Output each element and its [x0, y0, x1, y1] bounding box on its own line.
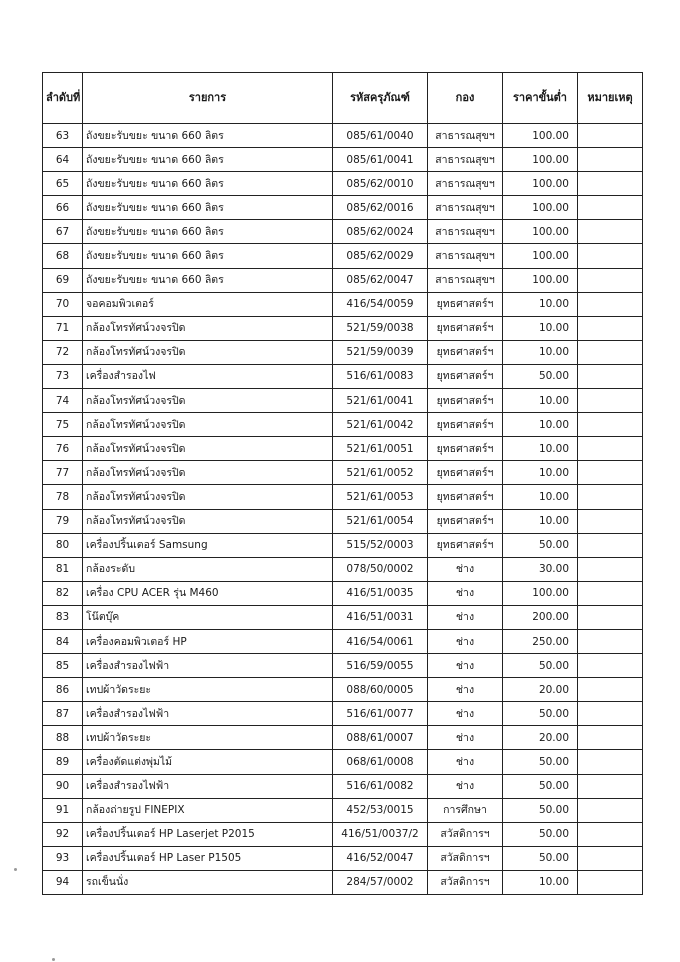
cell-item: โน๊ตบุ๊ค [83, 605, 333, 629]
cell-item: เครื่องปริ้นเตอร์ HP Laserjet P2015 [83, 822, 333, 846]
cell-no: 74 [43, 389, 83, 413]
cell-item: กล้องโทรทัศน์วงจรปิด [83, 340, 333, 364]
cell-code: 516/61/0077 [333, 702, 428, 726]
cell-code: 078/50/0002 [333, 557, 428, 581]
table-row [43, 846, 643, 870]
cell-no: 72 [43, 340, 83, 364]
cell-code: 068/61/0008 [333, 750, 428, 774]
cell-note [578, 244, 643, 268]
cell-note [578, 389, 643, 413]
cell-item: กล้องโทรทัศน์วงจรปิด [83, 413, 333, 437]
cell-price: 50.00 [503, 702, 578, 726]
cell-price: 20.00 [503, 726, 578, 750]
table-row [43, 461, 643, 485]
cell-note [578, 678, 643, 702]
cell-note [578, 557, 643, 581]
cell-price: 100.00 [503, 244, 578, 268]
cell-code: 521/59/0038 [333, 316, 428, 340]
cell-no: 65 [43, 172, 83, 196]
cell-no: 67 [43, 220, 83, 244]
cell-code: 521/61/0054 [333, 509, 428, 533]
cell-code: 085/62/0029 [333, 244, 428, 268]
cell-note [578, 822, 643, 846]
cell-note [578, 774, 643, 798]
cell-note [578, 316, 643, 340]
cell-price: 100.00 [503, 268, 578, 292]
cell-note [578, 629, 643, 653]
cell-code: 521/61/0041 [333, 389, 428, 413]
header-code: รหัสครุภัณฑ์ [333, 73, 428, 124]
cell-item: เครื่องสำรองไฟฟ้า [83, 774, 333, 798]
cell-no: 78 [43, 485, 83, 509]
cell-price: 250.00 [503, 629, 578, 653]
table-row [43, 798, 643, 822]
table-row [43, 124, 643, 148]
cell-note [578, 364, 643, 388]
cell-dept: ยุทธศาสตร์ฯ [428, 533, 503, 557]
cell-note [578, 124, 643, 148]
cell-dept: ยุทธศาสตร์ฯ [428, 413, 503, 437]
cell-dept: ยุทธศาสตร์ฯ [428, 316, 503, 340]
cell-dept: ช่าง [428, 581, 503, 605]
cell-code: 452/53/0015 [333, 798, 428, 822]
cell-note [578, 172, 643, 196]
cell-item: กล้องโทรทัศน์วงจรปิด [83, 316, 333, 340]
cell-price: 100.00 [503, 196, 578, 220]
cell-code: 516/61/0083 [333, 364, 428, 388]
table-row [43, 268, 643, 292]
table-row [43, 726, 643, 750]
cell-price: 50.00 [503, 774, 578, 798]
cell-note [578, 220, 643, 244]
cell-dept: ยุทธศาสตร์ฯ [428, 509, 503, 533]
cell-dept: สาธารณสุขฯ [428, 172, 503, 196]
asset-table [42, 72, 643, 895]
cell-item: ถังขยะรับขยะ ขนาด 660 ลิตร [83, 220, 333, 244]
cell-dept: สาธารณสุขฯ [428, 220, 503, 244]
cell-note [578, 654, 643, 678]
cell-no: 90 [43, 774, 83, 798]
cell-dept: ช่าง [428, 654, 503, 678]
cell-code: 416/51/0031 [333, 605, 428, 629]
cell-note [578, 413, 643, 437]
cell-code: 516/61/0082 [333, 774, 428, 798]
cell-code: 085/62/0047 [333, 268, 428, 292]
cell-dept: สาธารณสุขฯ [428, 196, 503, 220]
cell-price: 10.00 [503, 292, 578, 316]
cell-code: 416/51/0035 [333, 581, 428, 605]
cell-note [578, 196, 643, 220]
table-row [43, 581, 643, 605]
cell-note [578, 533, 643, 557]
cell-dept: ยุทธศาสตร์ฯ [428, 485, 503, 509]
cell-code: 085/61/0040 [333, 124, 428, 148]
header-price: ราคาขั้นต่ำ [503, 73, 578, 124]
cell-code: 085/62/0010 [333, 172, 428, 196]
cell-code: 085/61/0041 [333, 148, 428, 172]
cell-item: เครื่องสำรองไฟฟ้า [83, 702, 333, 726]
cell-price: 100.00 [503, 124, 578, 148]
cell-price: 10.00 [503, 389, 578, 413]
asset-table-container [42, 72, 643, 895]
cell-item: ถังขยะรับขยะ ขนาด 660 ลิตร [83, 148, 333, 172]
cell-dept: ช่าง [428, 557, 503, 581]
cell-no: 88 [43, 726, 83, 750]
cell-price: 50.00 [503, 533, 578, 557]
cell-dept: การศึกษา [428, 798, 503, 822]
cell-no: 87 [43, 702, 83, 726]
table-row [43, 485, 643, 509]
cell-dept: ช่าง [428, 750, 503, 774]
cell-price: 20.00 [503, 678, 578, 702]
cell-price: 10.00 [503, 340, 578, 364]
cell-item: ถังขยะรับขยะ ขนาด 660 ลิตร [83, 268, 333, 292]
cell-item: เครื่องปริ้นเตอร์ HP Laser P1505 [83, 846, 333, 870]
cell-item: เครื่องสำรองไฟฟ้า [83, 654, 333, 678]
cell-item: ถังขยะรับขยะ ขนาด 660 ลิตร [83, 244, 333, 268]
header-item: รายการ [83, 73, 333, 124]
cell-note [578, 581, 643, 605]
cell-note [578, 750, 643, 774]
cell-code: 085/62/0024 [333, 220, 428, 244]
cell-price: 30.00 [503, 557, 578, 581]
table-row [43, 196, 643, 220]
cell-item: ถังขยะรับขยะ ขนาด 660 ลิตร [83, 124, 333, 148]
cell-no: 76 [43, 437, 83, 461]
cell-no: 80 [43, 533, 83, 557]
cell-no: 92 [43, 822, 83, 846]
cell-dept: สวัสดิการฯ [428, 822, 503, 846]
cell-price: 100.00 [503, 220, 578, 244]
table-row [43, 148, 643, 172]
cell-no: 84 [43, 629, 83, 653]
cell-item: กล้องโทรทัศน์วงจรปิด [83, 389, 333, 413]
cell-price: 10.00 [503, 870, 578, 894]
cell-item: เครื่องตัดแต่งพุ่มไม้ [83, 750, 333, 774]
cell-price: 50.00 [503, 654, 578, 678]
cell-code: 416/51/0037/2 [333, 822, 428, 846]
table-row [43, 220, 643, 244]
cell-dept: สาธารณสุขฯ [428, 148, 503, 172]
cell-code: 284/57/0002 [333, 870, 428, 894]
cell-item: กล้องโทรทัศน์วงจรปิด [83, 485, 333, 509]
table-row [43, 292, 643, 316]
header-no: ลำดับที่ [43, 73, 83, 124]
cell-price: 200.00 [503, 605, 578, 629]
cell-note [578, 340, 643, 364]
table-row [43, 557, 643, 581]
cell-price: 10.00 [503, 413, 578, 437]
cell-no: 86 [43, 678, 83, 702]
cell-code: 515/52/0003 [333, 533, 428, 557]
cell-item: กล้องโทรทัศน์วงจรปิด [83, 437, 333, 461]
cell-no: 94 [43, 870, 83, 894]
cell-code: 416/54/0059 [333, 292, 428, 316]
cell-item: กล้องโทรทัศน์วงจรปิด [83, 461, 333, 485]
cell-note [578, 509, 643, 533]
table-row [43, 364, 643, 388]
cell-item: เทปผ้าวัดระยะ [83, 726, 333, 750]
cell-dept: สวัสดิการฯ [428, 870, 503, 894]
cell-no: 85 [43, 654, 83, 678]
cell-dept: ช่าง [428, 702, 503, 726]
cell-item: กล้องโทรทัศน์วงจรปิด [83, 509, 333, 533]
cell-code: 521/61/0042 [333, 413, 428, 437]
cell-item: ถังขยะรับขยะ ขนาด 660 ลิตร [83, 196, 333, 220]
cell-note [578, 148, 643, 172]
cell-price: 10.00 [503, 485, 578, 509]
cell-code: 085/62/0016 [333, 196, 428, 220]
cell-price: 10.00 [503, 316, 578, 340]
cell-code: 521/61/0053 [333, 485, 428, 509]
cell-note [578, 485, 643, 509]
cell-code: 521/61/0052 [333, 461, 428, 485]
cell-price: 10.00 [503, 461, 578, 485]
table-row [43, 654, 643, 678]
cell-note [578, 726, 643, 750]
cell-item: รถเข็นนั่ง [83, 870, 333, 894]
cell-dept: ช่าง [428, 774, 503, 798]
table-row [43, 413, 643, 437]
cell-price: 10.00 [503, 437, 578, 461]
cell-dept: ยุทธศาสตร์ฯ [428, 364, 503, 388]
cell-dept: ยุทธศาสตร์ฯ [428, 340, 503, 364]
table-row [43, 316, 643, 340]
cell-no: 66 [43, 196, 83, 220]
cell-item: จอคอมพิวเตอร์ [83, 292, 333, 316]
cell-note [578, 437, 643, 461]
cell-no: 68 [43, 244, 83, 268]
table-row [43, 750, 643, 774]
cell-note [578, 870, 643, 894]
table-row [43, 533, 643, 557]
table-row [43, 437, 643, 461]
cell-note [578, 605, 643, 629]
cell-dept: ยุทธศาสตร์ฯ [428, 292, 503, 316]
cell-price: 50.00 [503, 364, 578, 388]
table-row [43, 605, 643, 629]
cell-item: กล้องระดับ [83, 557, 333, 581]
cell-note [578, 702, 643, 726]
cell-item: เครื่องสำรองไฟ [83, 364, 333, 388]
cell-note [578, 846, 643, 870]
cell-price: 100.00 [503, 581, 578, 605]
header-dept: กอง [428, 73, 503, 124]
cell-no: 71 [43, 316, 83, 340]
cell-code: 521/61/0051 [333, 437, 428, 461]
cell-no: 69 [43, 268, 83, 292]
cell-no: 77 [43, 461, 83, 485]
cell-no: 91 [43, 798, 83, 822]
table-row [43, 870, 643, 894]
cell-no: 64 [43, 148, 83, 172]
cell-item: กล้องถ่ายรูป FINEPIX [83, 798, 333, 822]
cell-dept: ช่าง [428, 726, 503, 750]
cell-no: 89 [43, 750, 83, 774]
scan-speck [52, 958, 55, 961]
cell-dept: ช่าง [428, 678, 503, 702]
cell-code: 088/60/0005 [333, 678, 428, 702]
cell-dept: ยุทธศาสตร์ฯ [428, 437, 503, 461]
cell-no: 93 [43, 846, 83, 870]
cell-no: 79 [43, 509, 83, 533]
cell-price: 50.00 [503, 822, 578, 846]
cell-no: 82 [43, 581, 83, 605]
cell-code: 088/61/0007 [333, 726, 428, 750]
cell-dept: สาธารณสุขฯ [428, 268, 503, 292]
cell-item: ถังขยะรับขยะ ขนาด 660 ลิตร [83, 172, 333, 196]
cell-item: เครื่องคอมพิวเตอร์ HP [83, 629, 333, 653]
table-row [43, 509, 643, 533]
cell-dept: ยุทธศาสตร์ฯ [428, 389, 503, 413]
cell-no: 73 [43, 364, 83, 388]
cell-no: 81 [43, 557, 83, 581]
table-header-row [43, 73, 643, 124]
cell-dept: สาธารณสุขฯ [428, 244, 503, 268]
cell-code: 416/52/0047 [333, 846, 428, 870]
cell-code: 416/54/0061 [333, 629, 428, 653]
cell-note [578, 461, 643, 485]
cell-price: 50.00 [503, 750, 578, 774]
cell-item: เครื่อง CPU ACER รุ่น M460 [83, 581, 333, 605]
cell-dept: สวัสดิการฯ [428, 846, 503, 870]
cell-no: 75 [43, 413, 83, 437]
cell-price: 100.00 [503, 148, 578, 172]
table-row [43, 702, 643, 726]
cell-note [578, 798, 643, 822]
table-row [43, 389, 643, 413]
cell-code: 521/59/0039 [333, 340, 428, 364]
table-row [43, 244, 643, 268]
cell-dept: สาธารณสุขฯ [428, 124, 503, 148]
cell-code: 516/59/0055 [333, 654, 428, 678]
scan-speck [14, 868, 17, 871]
cell-no: 83 [43, 605, 83, 629]
cell-price: 100.00 [503, 172, 578, 196]
table-row [43, 172, 643, 196]
cell-price: 50.00 [503, 798, 578, 822]
table-row [43, 629, 643, 653]
table-row [43, 822, 643, 846]
table-row [43, 774, 643, 798]
cell-item: เครื่องปริ้นเตอร์ Samsung [83, 533, 333, 557]
cell-no: 70 [43, 292, 83, 316]
cell-note [578, 292, 643, 316]
table-row [43, 340, 643, 364]
cell-price: 10.00 [503, 509, 578, 533]
table-body [43, 124, 643, 895]
cell-dept: ยุทธศาสตร์ฯ [428, 461, 503, 485]
table-row [43, 678, 643, 702]
cell-price: 50.00 [503, 846, 578, 870]
cell-no: 63 [43, 124, 83, 148]
cell-item: เทปผ้าวัดระยะ [83, 678, 333, 702]
header-note: หมายเหตุ [578, 73, 643, 124]
cell-dept: ช่าง [428, 605, 503, 629]
cell-note [578, 268, 643, 292]
cell-dept: ช่าง [428, 629, 503, 653]
